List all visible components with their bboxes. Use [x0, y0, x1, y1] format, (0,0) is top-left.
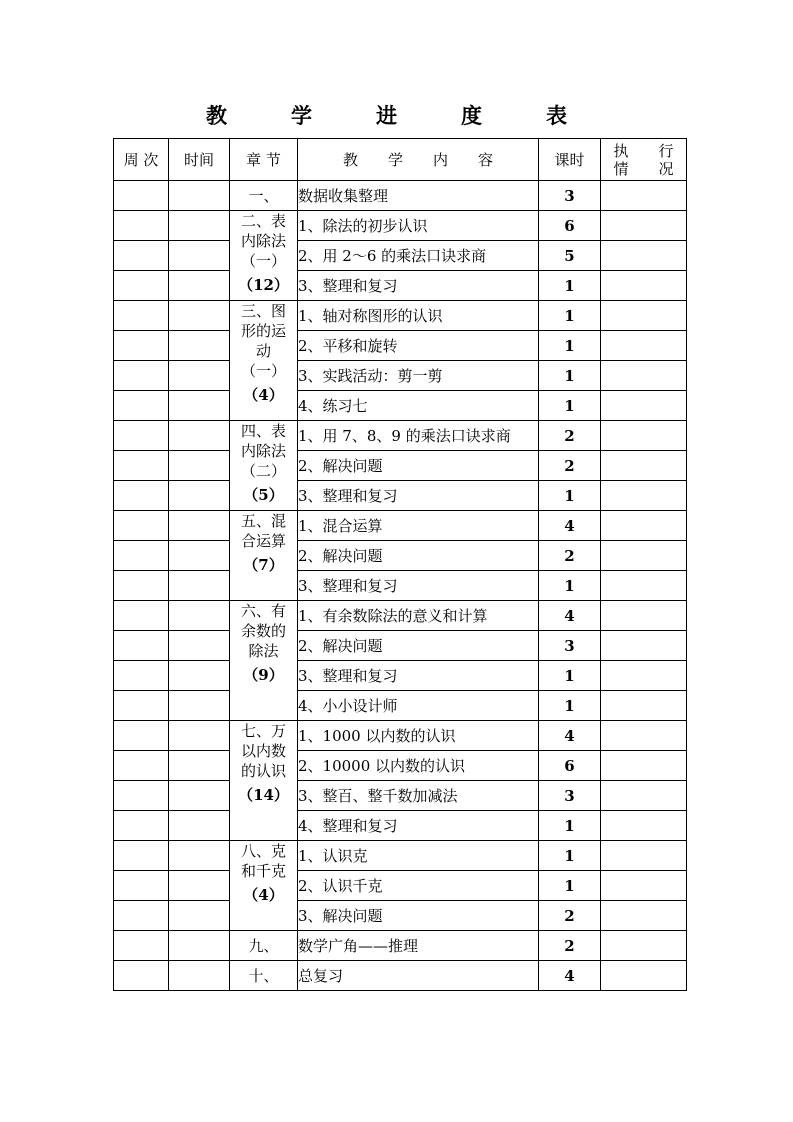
- execution-cell: [601, 481, 687, 511]
- title-char: 教: [206, 103, 227, 128]
- title-char: 表: [546, 103, 567, 128]
- time-cell: [169, 481, 230, 511]
- lesson-hours: 1: [539, 841, 601, 871]
- week-cell: [114, 541, 169, 571]
- time-cell: [169, 781, 230, 811]
- chapter-label: 七、万以内数的认识: [240, 722, 286, 780]
- lesson-hours: 1: [539, 661, 601, 691]
- time-cell: [169, 241, 230, 271]
- lesson-content: 1、混合运算: [298, 511, 539, 541]
- header-execution: [601, 139, 687, 181]
- table-row: [114, 571, 687, 601]
- execution-cell: [601, 301, 687, 331]
- execution-cell: [601, 721, 687, 751]
- chapter-cell: [230, 841, 298, 931]
- table-row: [114, 481, 687, 511]
- title-char: 进: [376, 103, 397, 128]
- table-row: [114, 511, 687, 541]
- lesson-content: 2、10000 以内数的认识: [298, 751, 539, 781]
- lesson-hours: 3: [539, 631, 601, 661]
- week-cell: [114, 511, 169, 541]
- table-row: [114, 841, 687, 871]
- week-cell: [114, 181, 169, 211]
- lesson-content: 4、练习七: [298, 391, 539, 421]
- lesson-hours: 2: [539, 931, 601, 961]
- lesson-content: 3、解决问题: [298, 901, 539, 931]
- execution-cell: [601, 661, 687, 691]
- lesson-content: 3、整理和复习: [298, 271, 539, 301]
- lesson-hours: 1: [539, 391, 601, 421]
- chapter-hours: （14）: [238, 786, 289, 804]
- lesson-content: 1、认识克: [298, 841, 539, 871]
- execution-cell: [601, 871, 687, 901]
- table-row: [114, 961, 687, 991]
- table-row: [114, 931, 687, 961]
- lesson-hours: 2: [539, 421, 601, 451]
- table-row: [114, 451, 687, 481]
- table-row: [114, 421, 687, 451]
- table-row: [114, 691, 687, 721]
- execution-cell: [601, 901, 687, 931]
- week-cell: [114, 931, 169, 961]
- execution-cell: [601, 601, 687, 631]
- table-row: [114, 661, 687, 691]
- lesson-content: 3、整理和复习: [298, 571, 539, 601]
- lesson-hours: 1: [539, 271, 601, 301]
- lesson-content: 3、整理和复习: [298, 481, 539, 511]
- time-cell: [169, 631, 230, 661]
- chapter-label: 九、: [248, 936, 279, 955]
- lesson-content: 3、整理和复习: [298, 661, 539, 691]
- time-cell: [169, 301, 230, 331]
- lesson-content: 2、平移和旋转: [298, 331, 539, 361]
- week-cell: [114, 721, 169, 751]
- week-cell: [114, 331, 169, 361]
- execution-cell: [601, 241, 687, 271]
- schedule-table: [113, 138, 687, 991]
- header-content: 教 学 内 容: [298, 139, 539, 181]
- execution-cell: [601, 361, 687, 391]
- lesson-content: 1、用 7、8、9 的乘法口诀求商: [298, 421, 539, 451]
- table-row: [114, 331, 687, 361]
- page-title: [114, 101, 686, 131]
- table-row: [114, 871, 687, 901]
- time-cell: [169, 571, 230, 601]
- time-cell: [169, 181, 230, 211]
- execution-cell: [601, 781, 687, 811]
- time-cell: [169, 931, 230, 961]
- lesson-hours: 3: [539, 181, 601, 211]
- lesson-hours: 4: [539, 961, 601, 991]
- lesson-content: 3、实践活动：剪一剪: [298, 361, 539, 391]
- execution-cell: [601, 181, 687, 211]
- execution-cell: [601, 931, 687, 961]
- week-cell: [114, 631, 169, 661]
- lesson-content: 2、解决问题: [298, 451, 539, 481]
- lesson-hours: 3: [539, 781, 601, 811]
- chapter-label: 三、图形的运动（一）: [240, 302, 286, 380]
- header-chapter: 章 节: [230, 139, 298, 181]
- title-char: 学: [291, 103, 312, 128]
- chapter-hours: （9）: [243, 666, 284, 684]
- execution-cell: [601, 631, 687, 661]
- execution-cell: [601, 811, 687, 841]
- lesson-hours: 1: [539, 481, 601, 511]
- lesson-content: 2、解决问题: [298, 541, 539, 571]
- header-hours: 课时: [539, 139, 601, 181]
- execution-cell: [601, 421, 687, 451]
- chapter-cell: [230, 601, 298, 721]
- header-execution-line1: 执 行: [613, 141, 674, 160]
- lesson-content: 2、解决问题: [298, 631, 539, 661]
- execution-cell: [601, 391, 687, 421]
- table-row: [114, 631, 687, 661]
- lesson-hours: 4: [539, 601, 601, 631]
- lesson-hours: 1: [539, 571, 601, 601]
- week-cell: [114, 781, 169, 811]
- lesson-hours: 1: [539, 871, 601, 901]
- lesson-content: 总复习: [298, 961, 539, 991]
- table-row: [114, 181, 687, 211]
- lesson-content: 3、整百、整千数加减法: [298, 781, 539, 811]
- lesson-hours: 1: [539, 811, 601, 841]
- table-row: [114, 241, 687, 271]
- week-cell: [114, 241, 169, 271]
- table-row: [114, 361, 687, 391]
- time-cell: [169, 601, 230, 631]
- lesson-content: 1、有余数除法的意义和计算: [298, 601, 539, 631]
- execution-cell: [601, 961, 687, 991]
- execution-cell: [601, 541, 687, 571]
- table-row: [114, 301, 687, 331]
- table-row: [114, 721, 687, 751]
- time-cell: [169, 391, 230, 421]
- time-cell: [169, 661, 230, 691]
- time-cell: [169, 421, 230, 451]
- chapter-hours: （4）: [243, 886, 284, 904]
- table-row: [114, 271, 687, 301]
- chapter-hours: （4）: [243, 386, 284, 404]
- time-cell: [169, 871, 230, 901]
- table-row: [114, 751, 687, 781]
- header-week: 周 次: [114, 139, 169, 181]
- week-cell: [114, 871, 169, 901]
- chapter-label: 八、克和千克: [240, 842, 286, 880]
- lesson-content: 数学广角——推理: [298, 931, 539, 961]
- chapter-label: 四、表内除法（二）: [240, 422, 286, 480]
- lesson-hours: 1: [539, 331, 601, 361]
- lesson-content: 1、轴对称图形的认识: [298, 301, 539, 331]
- lesson-content: 1、1000 以内数的认识: [298, 721, 539, 751]
- time-cell: [169, 541, 230, 571]
- table-row: [114, 391, 687, 421]
- chapter-label: 六、有余数的除法: [240, 602, 286, 660]
- chapter-cell: [230, 511, 298, 601]
- week-cell: [114, 481, 169, 511]
- header-time: 时间: [169, 139, 230, 181]
- lesson-content: 2、认识千克: [298, 871, 539, 901]
- week-cell: [114, 571, 169, 601]
- lesson-content: 2、用 2～6 的乘法口诀求商: [298, 241, 539, 271]
- time-cell: [169, 811, 230, 841]
- chapter-cell: [230, 301, 298, 421]
- week-cell: [114, 841, 169, 871]
- time-cell: [169, 331, 230, 361]
- chapter-hours: （5）: [243, 486, 284, 504]
- lesson-content: 4、整理和复习: [298, 811, 539, 841]
- execution-cell: [601, 751, 687, 781]
- week-cell: [114, 901, 169, 931]
- header-execution-line2: 情 况: [613, 159, 674, 178]
- chapter-cell: [230, 961, 298, 991]
- execution-cell: [601, 571, 687, 601]
- chapter-label: 一、: [248, 186, 279, 205]
- execution-cell: [601, 211, 687, 241]
- chapter-hours: （12）: [238, 276, 289, 294]
- time-cell: [169, 361, 230, 391]
- table-row: [114, 811, 687, 841]
- chapter-cell: [230, 421, 298, 511]
- lesson-content: 1、除法的初步认识: [298, 211, 539, 241]
- week-cell: [114, 451, 169, 481]
- schedule-body: [114, 181, 687, 991]
- week-cell: [114, 301, 169, 331]
- time-cell: [169, 961, 230, 991]
- lesson-hours: 4: [539, 511, 601, 541]
- time-cell: [169, 211, 230, 241]
- chapter-label: 十、: [248, 966, 279, 985]
- chapter-cell: [230, 721, 298, 841]
- time-cell: [169, 901, 230, 931]
- execution-cell: [601, 511, 687, 541]
- table-row: [114, 211, 687, 241]
- execution-cell: [601, 841, 687, 871]
- time-cell: [169, 721, 230, 751]
- title-char: 度: [461, 103, 482, 128]
- table-row: [114, 901, 687, 931]
- chapter-cell: [230, 181, 298, 211]
- time-cell: [169, 271, 230, 301]
- chapter-label: 五、混合运算: [240, 512, 286, 550]
- lesson-hours: 1: [539, 691, 601, 721]
- week-cell: [114, 811, 169, 841]
- lesson-hours: 4: [539, 721, 601, 751]
- week-cell: [114, 421, 169, 451]
- lesson-content: 4、小小设计师: [298, 691, 539, 721]
- chapter-cell: [230, 931, 298, 961]
- week-cell: [114, 391, 169, 421]
- time-cell: [169, 691, 230, 721]
- lesson-hours: 2: [539, 541, 601, 571]
- week-cell: [114, 751, 169, 781]
- week-cell: [114, 661, 169, 691]
- lesson-hours: 1: [539, 361, 601, 391]
- time-cell: [169, 751, 230, 781]
- execution-cell: [601, 331, 687, 361]
- week-cell: [114, 211, 169, 241]
- table-row: [114, 541, 687, 571]
- week-cell: [114, 691, 169, 721]
- week-cell: [114, 601, 169, 631]
- time-cell: [169, 451, 230, 481]
- execution-cell: [601, 691, 687, 721]
- lesson-hours: 5: [539, 241, 601, 271]
- header-row: [114, 139, 687, 181]
- lesson-hours: 1: [539, 301, 601, 331]
- table-row: [114, 781, 687, 811]
- table-row: [114, 601, 687, 631]
- lesson-hours: 2: [539, 901, 601, 931]
- week-cell: [114, 961, 169, 991]
- chapter-label: 二、表内除法（一）: [240, 212, 286, 270]
- time-cell: [169, 511, 230, 541]
- chapter-cell: [230, 211, 298, 301]
- execution-cell: [601, 451, 687, 481]
- lesson-hours: 2: [539, 451, 601, 481]
- lesson-hours: 6: [539, 751, 601, 781]
- chapter-hours: （7）: [243, 556, 284, 574]
- time-cell: [169, 841, 230, 871]
- week-cell: [114, 271, 169, 301]
- week-cell: [114, 361, 169, 391]
- execution-cell: [601, 271, 687, 301]
- lesson-hours: 6: [539, 211, 601, 241]
- lesson-content: 数据收集整理: [298, 181, 539, 211]
